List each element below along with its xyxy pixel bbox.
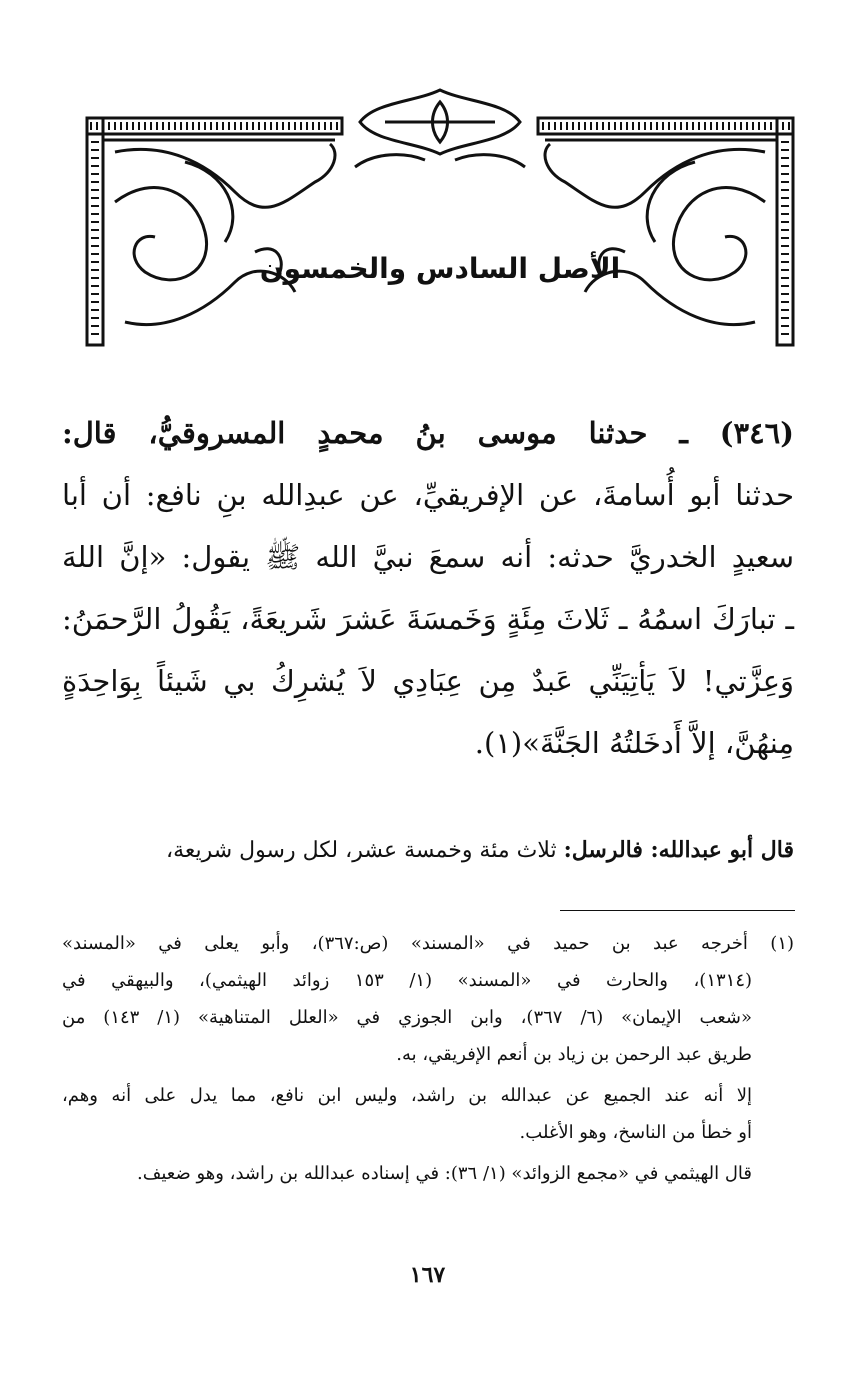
hadith-line: وَعِزَّتي! لاَ يَأتِيَنِّي عَبدٌ مِن عِبَادِي لاَ يُشرِكُ بي شَيئاً بِوَاحِدَةٍ [62,664,794,698]
footnote-line: (١) أخرجه عبد بن حميد في «المسند» (ص:٣٦٧)، وأبو يعلى في «المسند» [62,933,795,954]
hadith-text [62,402,794,774]
footnote-line: (١٣١٤)، والحارث في «المسند» (١/ ١٥٣ زوائد الهيثمي)، والبيهقي في [62,970,753,991]
page-number: ١٦٧ [409,1262,446,1288]
footnote-line: إلا أنه عند الجميع عن عبدالله بن راشد، وليس ابن نافع، مما يدل على أنه وهم، [62,1085,752,1106]
hadith-line: سعيدٍ الخدريَّ حدثه: أنه سمعَ نبيَّ الله ﷺ يقول: «إنَّ اللهَ [62,540,794,574]
footnote-divider [560,910,795,911]
hadith-line: مِنهُنَّ، إلاَّ أَدخَلتُهُ الجَنَّةَ»(١). [474,726,794,760]
hadith-line: ـ تبارَكَ اسمُهُ ـ ثَلاثَ مِئَةٍ وَخَمسَةَ عَشرَ شَريعَةً، يَقُولُ الرَّحمَنُ: [62,602,794,636]
author-note-label: قال أبو عبدالله: فالرسل: [563,837,794,863]
ornament-frame-icon [85,82,795,347]
chapter-title: الأصل السادس والخمسون [259,252,621,285]
hadith-line: حدثنا أبو أُسامةَ، عن الإفريقيِّ، عن عبدِالله بنِ نافع: أن أبا [62,478,794,512]
author-note-text: ثلاث مئة وخمسة عشر، لكل رسول شريعة، [165,838,557,863]
chapter-header-ornament [85,82,795,347]
footnote-line: «شعب الإيمان» (٦/ ٣٦٧)، وابن الجوزي في «العلل المتناهية» (١/ ١٤٣) من [62,1007,752,1028]
footnote-line: طريق عبد الرحمن بن زياد بن أنعم الإفريقي، به. [396,1044,752,1065]
author-note [62,828,794,873]
hadith-line: (٣٤٦) ـ حدثنا موسى بنُ محمدٍ المسروقيُّ، قال: [62,416,794,450]
footnotes [62,925,794,1192]
footnote-line: أو خطأ من الناسخ، وهو الأغلب. [519,1122,752,1143]
footnote-line: قال الهيثمي في «مجمع الزوائد» (١/ ٣٦): في إسناده عبدالله بن راشد، وهو ضعيف. [136,1163,752,1184]
